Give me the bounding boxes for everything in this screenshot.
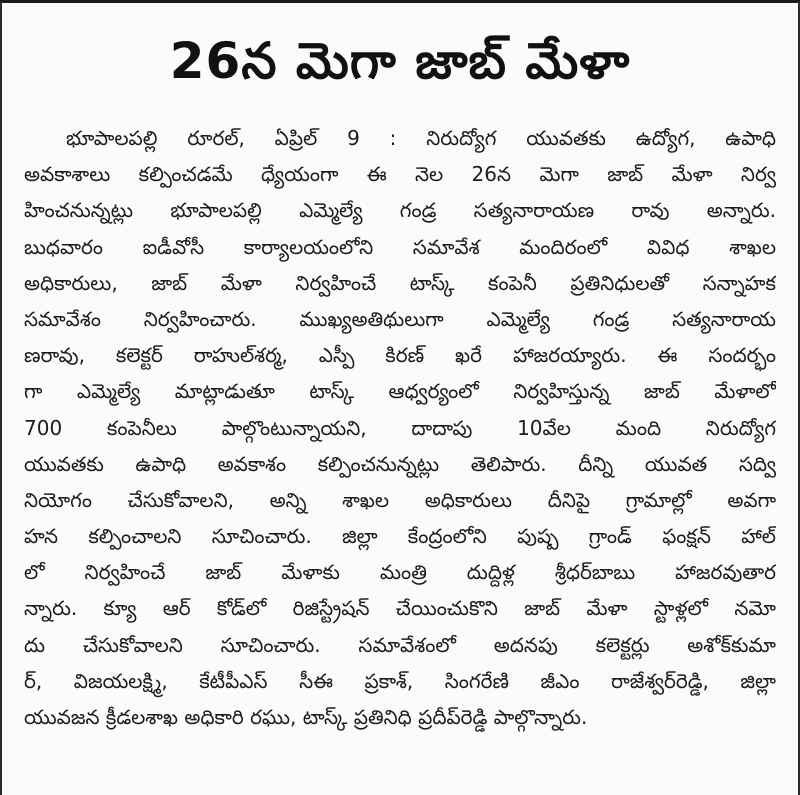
article-line: సమావేశం నిర్వహించారు. ముఖ్యఅతిథులుగా ఎమ్మెల్యే గండ్ర సత్యనారాయ [24,306,776,331]
article-line: బుధవారం ఐడీవోసీ కార్యాలయంలోని సమావేశ మందిరంలో వివిధ శాఖల [24,234,776,259]
article-line: లో నిర్వహించే జాబ్ మేళాకు మంత్రి దుద్దిళ్ల శ్రీధర్‌బాబు హాజరవుతార [24,560,776,585]
article-line: ర్, విజయలక్ష్మి, కేటీపీఎస్ సీఈ ప్రకాశ్, సింగరేణి జీఎం రాజేశ్వర్‌రెడ్డి, జిల్లా [24,668,776,693]
article-line: హన కల్పించాలని సూచించారు. జిల్లా కేంద్రంలోని పుష్ప గ్రాండ్ ఫంక్షన్ హాల్ [24,524,776,549]
article-line: అవకాశాలు కల్పించడమే ధ్యేయంగా ఈ నెల 26న మెగా జాబ్ మేళా నిర్వ [24,162,776,187]
article-line: 700 కంపెనీలు పాల్గొంటున్నాయని, దాదాపు 10వేల మంది నిరుద్యోగ [24,415,776,440]
article-line: యువతకు ఉపాధి అవకాశం కల్పించనున్నట్లు తెలిపారు. దీన్ని యువత సద్వి [24,451,776,476]
article-line: దు చేసుకోవాలని సూచించారు. సమావేశంలో అదనపు కలెక్టర్లు అశోక్‌కుమా [24,632,776,657]
article-line: యువజన క్రీడలశాఖ అధికారి రఘు, టాస్క్ ప్రతినిధి ప్రదీప్‌రెడ్డి పాల్గొన్నారు. [24,705,588,729]
article-line: భూపాలపల్లి రూరల్, ఏప్రిల్ 9 : నిరుద్యోగ యువతకు ఉద్యోగ, ఉపాధి [66,126,776,150]
article-line: నియోగం చేసుకోవాలని, అన్ని శాఖల అధికారులు దీనిపై గ్రామాల్లో అవగా [24,487,776,512]
article-line: న్నారు. క్యూ ఆర్ కోడ్‌లో రిజిస్ట్రేషన్ చేయించుకొని జాబ్ మేళా స్టాళ్లలో నమో [24,596,776,621]
headline: 26న మెగా జాబ్ మేళా [169,32,631,90]
article-line: హించనున్నట్లు భూపాలపల్లి ఎమ్మెల్యే గండ్ర సత్యనారాయణ రావు అన్నారు. [24,198,776,223]
article-line: ణరావు, కలెక్టర్ రాహుల్‌శర్మ, ఎస్పీ కిరణ్ ఖరే హాజరయ్యారు. ఈ సందర్భం [24,343,776,368]
article-line: గా ఎమ్మెల్యే మాట్లాడుతూ టాస్క్ ఆధ్వర్యంలో నిర్వహిస్తున్న జాబ్ మేళాలో [24,379,776,404]
article-line: అధికారులు, జాబ్ మేళా నిర్వహించే టాస్క్ కంపెనీ ప్రతినిధులతో సన్నాహక [24,270,776,295]
article-body [24,120,776,735]
